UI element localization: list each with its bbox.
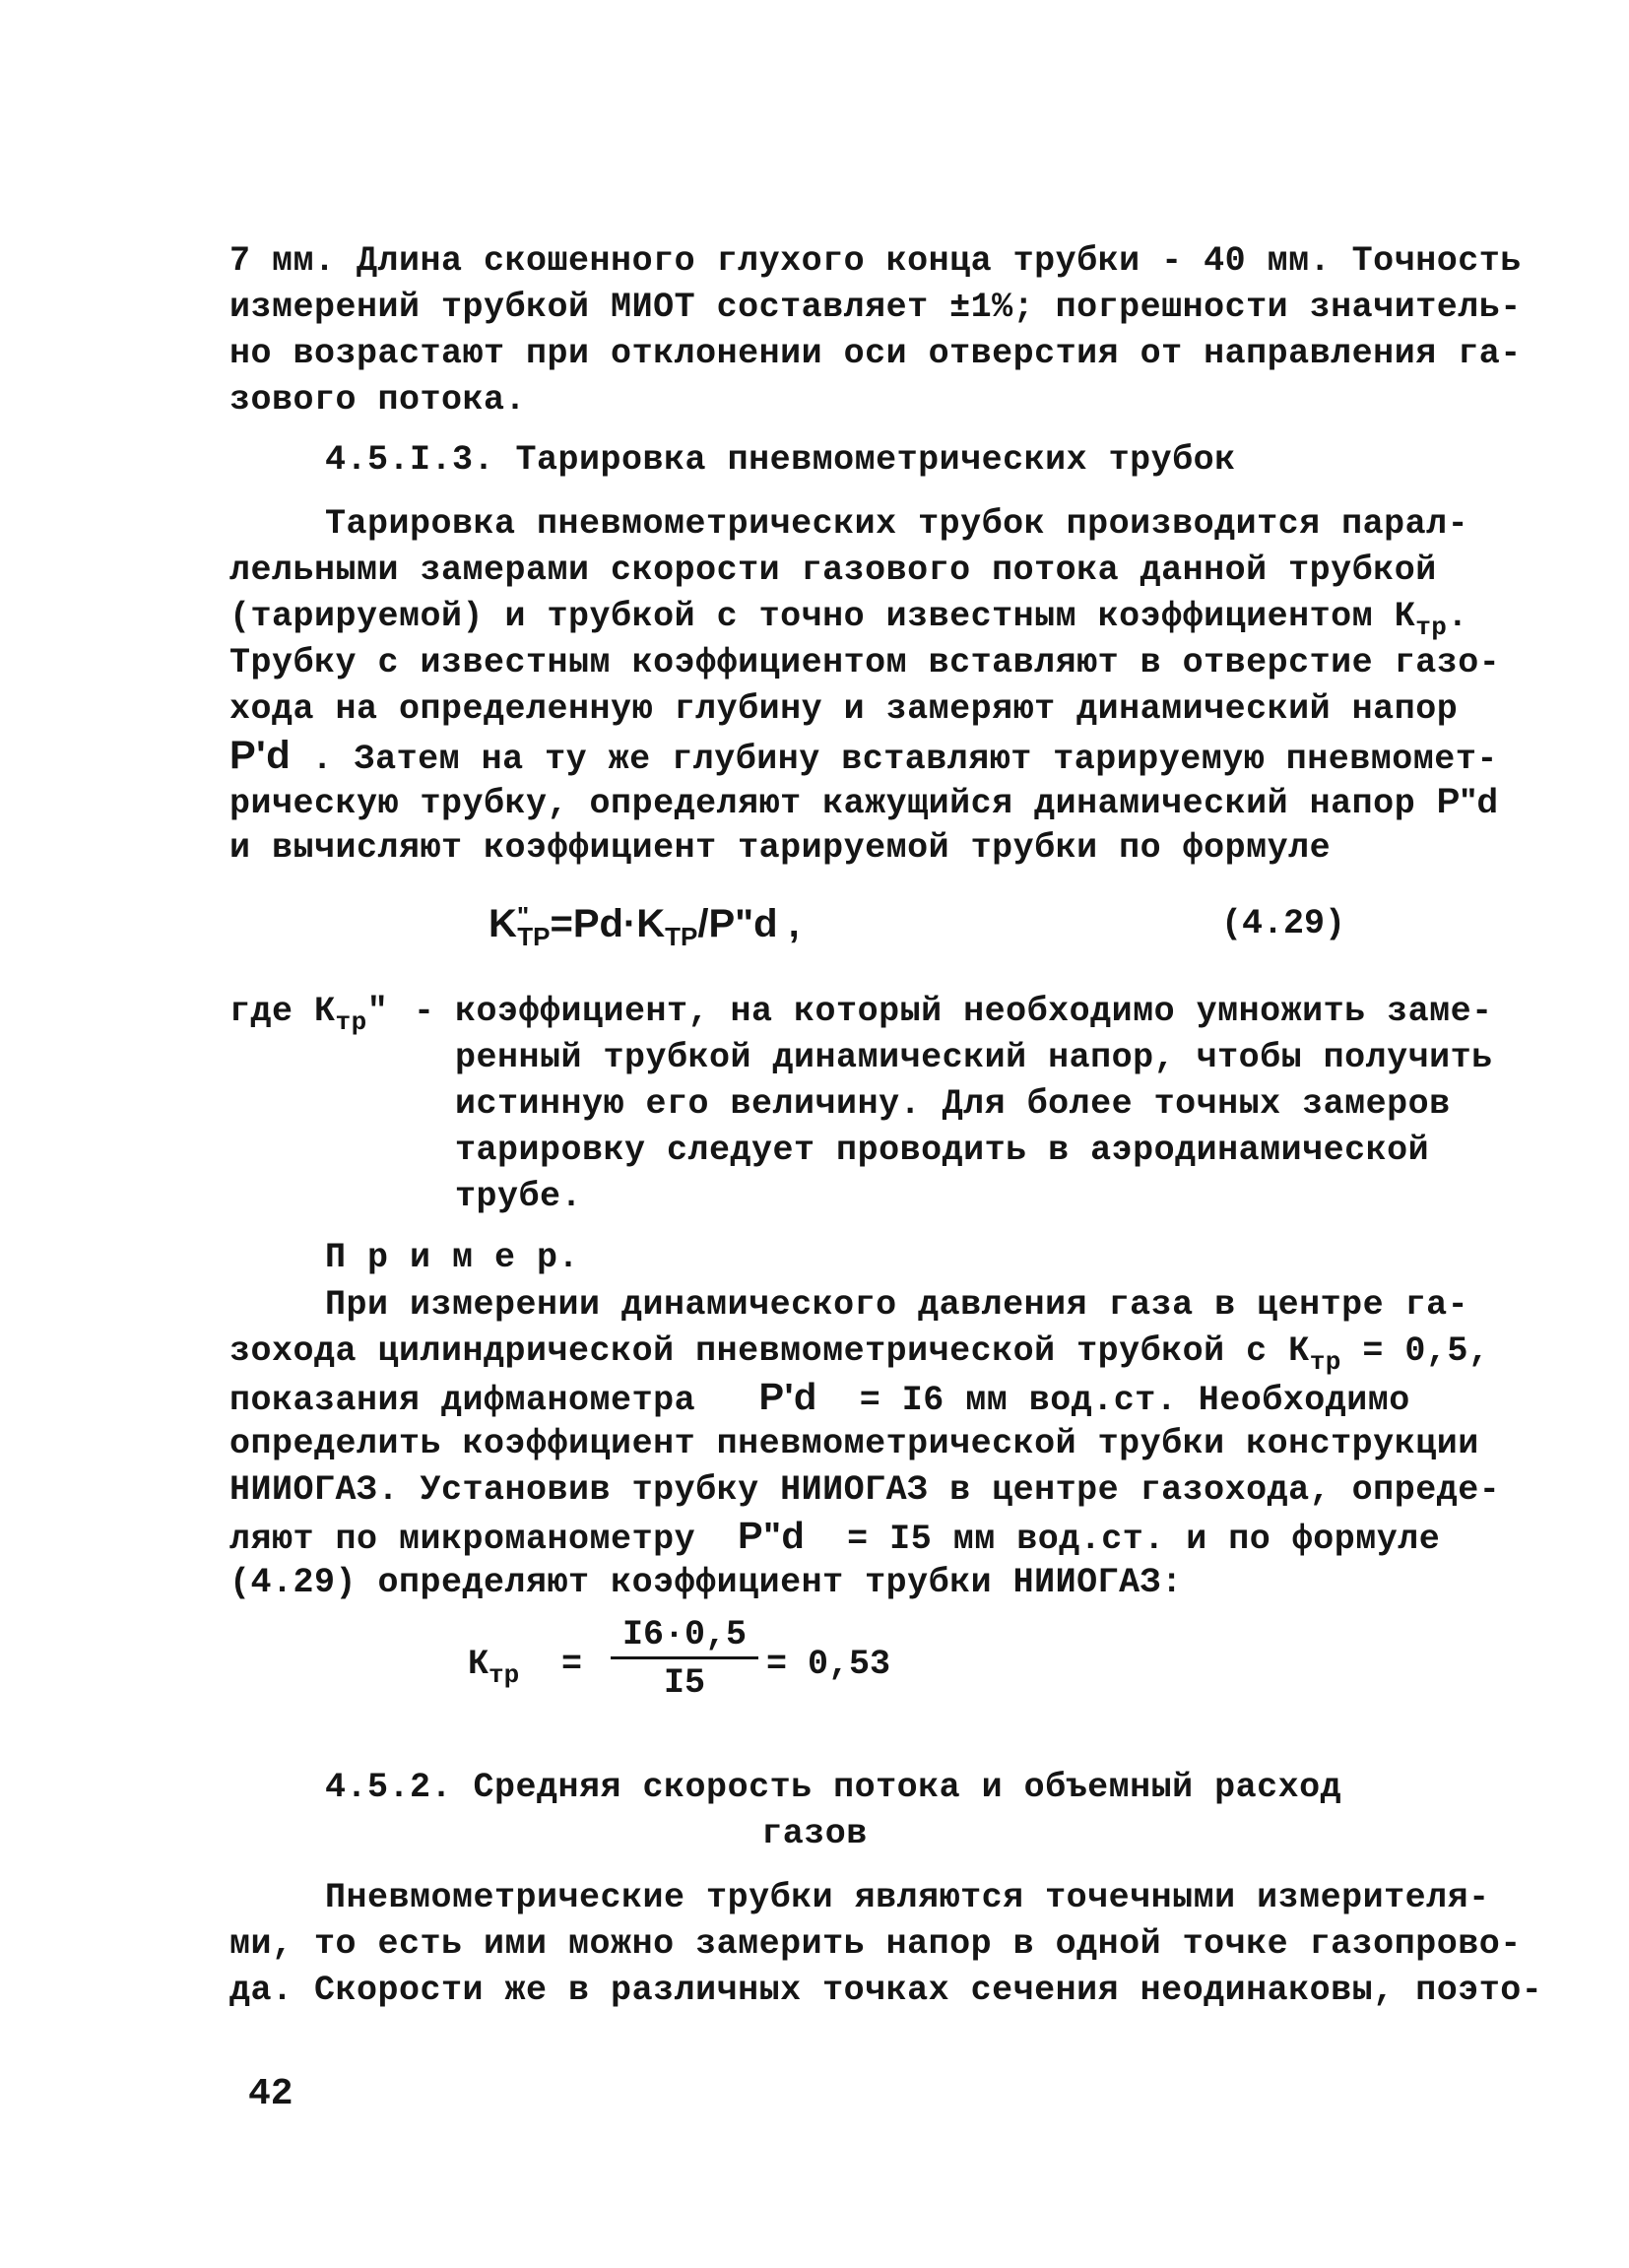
example-line-7: (4.29) определяют коэффициент трубки НИИОГАЗ:: [229, 1563, 1183, 1602]
paragraph-2-line-4: Трубку с известным коэффициентом вставляют в отверстие газо-: [229, 643, 1501, 682]
definition-line-4: тарировку следует проводить в аэродинамической: [455, 1131, 1430, 1170]
paragraph-2-line-7: рическую трубку, определяют кажущийся динамический напор P"d: [229, 782, 1499, 823]
paragraph-3-line-3: да. Скорости же в различных точках сечения неодинаковы, поэто-: [229, 1971, 1543, 2010]
paragraph-3-line-2: ми, то есть ими можно замерить напор в одной точке газопрово-: [229, 1924, 1522, 1964]
paragraph-2-line-1: Тарировка пневмометрических трубок производится парал-: [325, 504, 1469, 544]
section-heading-4-5-2-cont: газов: [761, 1814, 868, 1853]
formula-4-29-number: (4.29): [1221, 904, 1346, 943]
formula-ktr-denominator: I5: [663, 1663, 705, 1703]
formula-ktr-fraction: [611, 1615, 758, 1703]
definition-dash: -: [414, 992, 435, 1031]
formula-ktr-eq: =: [561, 1645, 583, 1684]
example-label: П р и м е р.: [325, 1238, 580, 1277]
example-line-5: НИИОГАЗ. Установив трубку НИИОГАЗ в центре газохода, опреде-: [229, 1470, 1501, 1510]
definition-line-3: истинную его величину. Для более точных замеров: [455, 1084, 1451, 1124]
definition-line-2: ренный трубкой динамический напор, чтобы получить: [455, 1038, 1493, 1077]
paragraph-1-line-1: 7 мм. Длина скошенного глухого конца трубки - 40 мм. Точность: [229, 241, 1522, 281]
paragraph-1-line-2: измерений трубкой МИОТ составляет ±1%; погрешности значитель-: [229, 288, 1522, 327]
example-line-1: При измерении динамического давления газа в центре га-: [325, 1285, 1469, 1325]
paragraph-1-line-4: зового потока.: [229, 380, 527, 420]
example-pd-prime-symbol: P'd: [758, 1377, 817, 1418]
definition-term: где $К_{тр}$": [229, 992, 389, 1037]
example-pd-double-prime-symbol: P"d: [738, 1516, 806, 1557]
definition-line-1: коэффициент, на который необходимо умножить заме-: [455, 992, 1493, 1031]
paragraph-2-line-3: (тарируемой) и трубкой с точно известным коэффициентом $К_{тр}$.: [229, 597, 1468, 642]
formula-ktr-numerator: I6·0,5: [611, 1615, 758, 1659]
pd-prime-symbol: P'd: [229, 734, 292, 777]
paragraph-2-line-5: хода на определенную глубину и замеряют динамический напор: [229, 689, 1459, 729]
page-number: 42: [248, 2073, 293, 2115]
section-heading-4-5-2: 4.5.2. Средняя скорость потока и объемный расход: [325, 1768, 1342, 1807]
formula-ktr-result: = 0,53: [766, 1645, 891, 1684]
paragraph-2-line-8: и вычисляют коэффициент тарируемой трубки по формуле: [229, 828, 1332, 868]
example-line-4: определить коэффициент пневмометрической трубки конструкции: [229, 1424, 1479, 1463]
example-line-6: ляют по микроманометру P"d = I5 мм вод.ст. и по формуле: [229, 1516, 1441, 1559]
example-line-2: зохода цилиндрической пневмометрической трубкой с $К_{тр} = 0,5$,: [229, 1331, 1490, 1377]
paragraph-2-line-2: лельными замерами скорости газового потока данной трубкой: [229, 551, 1437, 590]
pd-double-prime-symbol: P"d: [1436, 782, 1499, 820]
example-line-3: показания дифманометра P'd = I6 мм вод.ст. Необходимо: [229, 1377, 1410, 1420]
paragraph-1-line-3: но возрастают при отклонении оси отверстия от направления га-: [229, 334, 1522, 373]
formula-ktr-lhs: $К_{тр}$: [468, 1645, 520, 1690]
section-heading-4-5-1-3: 4.5.I.3. Тарировка пневмометрических трубок: [325, 440, 1236, 480]
formula-4-29: $K^"_{TP}=Pd\cdot K_{TP}/P"d$ ,: [489, 901, 800, 951]
paragraph-2-line-6: P'd . Затем на ту же глубину вставляют тарируемую пневмомет-: [229, 734, 1498, 779]
definition-line-5: трубе.: [455, 1177, 583, 1216]
paragraph-3-line-1: Пневмометрические трубки являются точечными измерителя-: [325, 1878, 1490, 1917]
